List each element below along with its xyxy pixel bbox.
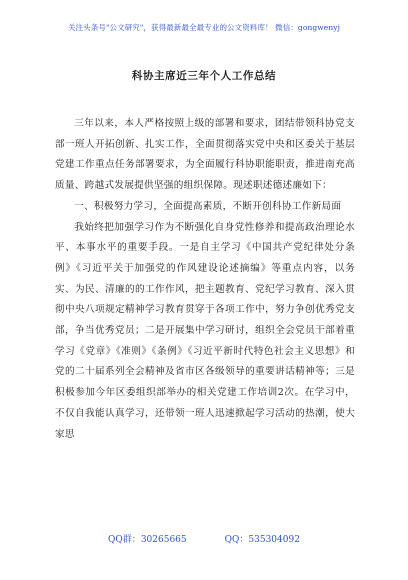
qq-group-number[interactable]: 30265665: [140, 535, 187, 545]
document-title: 科协主席近三年个人工作总结: [131, 70, 277, 82]
qq-number[interactable]: 535304092: [248, 535, 300, 545]
paragraph-section-heading: 一、积极努力学习，全面提高素质，不断开创科协工作新局面: [74, 200, 342, 212]
qq-label: QQ：: [224, 535, 249, 545]
header-banner[interactable]: 关注头条号"公文研究"，获得最新最全最专业的公文资料库！ 微信：gongwenyj: [67, 23, 341, 32]
paragraph-study: 我始终把加强学习作为不断强化自身党性修养和提高政治理论水平、本事水平的重要手段。一是自主学习《中国共产党纪律处分条例》《习近平关于加强党的作风建设论述摘编》等重点内容，以务实、为民、清廉的的工作作风，把主题教育、党纪学习教育、深入贯彻中央八项规定精神学习教育贯穿于各项工作中，努力争创优秀党支部，争当优秀党员；二是开展集中学习研讨，组织全会党员干部着重学习《党章》《准则》《条例》《习近平新时代特色社会主义思想》和党的二十届系列全会精神及省市区各级领导的重要讲话精神等；三是积极参加今年区委组织部举办的相关党建工作培训2次。在学习中，不仅自我能认真学习，还带领一班人迅速掀起学习活动的热潮，使大家思: [55, 221, 355, 440]
qq-group-label: QQ群：: [108, 535, 141, 545]
document-body: [55, 114, 355, 445]
footer-contact: [0, 532, 408, 545]
paragraph-intro: 三年以来，本人严格按照上级的部署和要求，团结带领科协党支部一班人开拓创新、扎实工作，全面贯彻落实党中央和区委关于基层党建工作重点任务部署要求，为全面履行科协职能职责，推进南充高质量、跨越式发展提供坚强的组织保障。现述职述德述廉如下：: [55, 118, 355, 192]
